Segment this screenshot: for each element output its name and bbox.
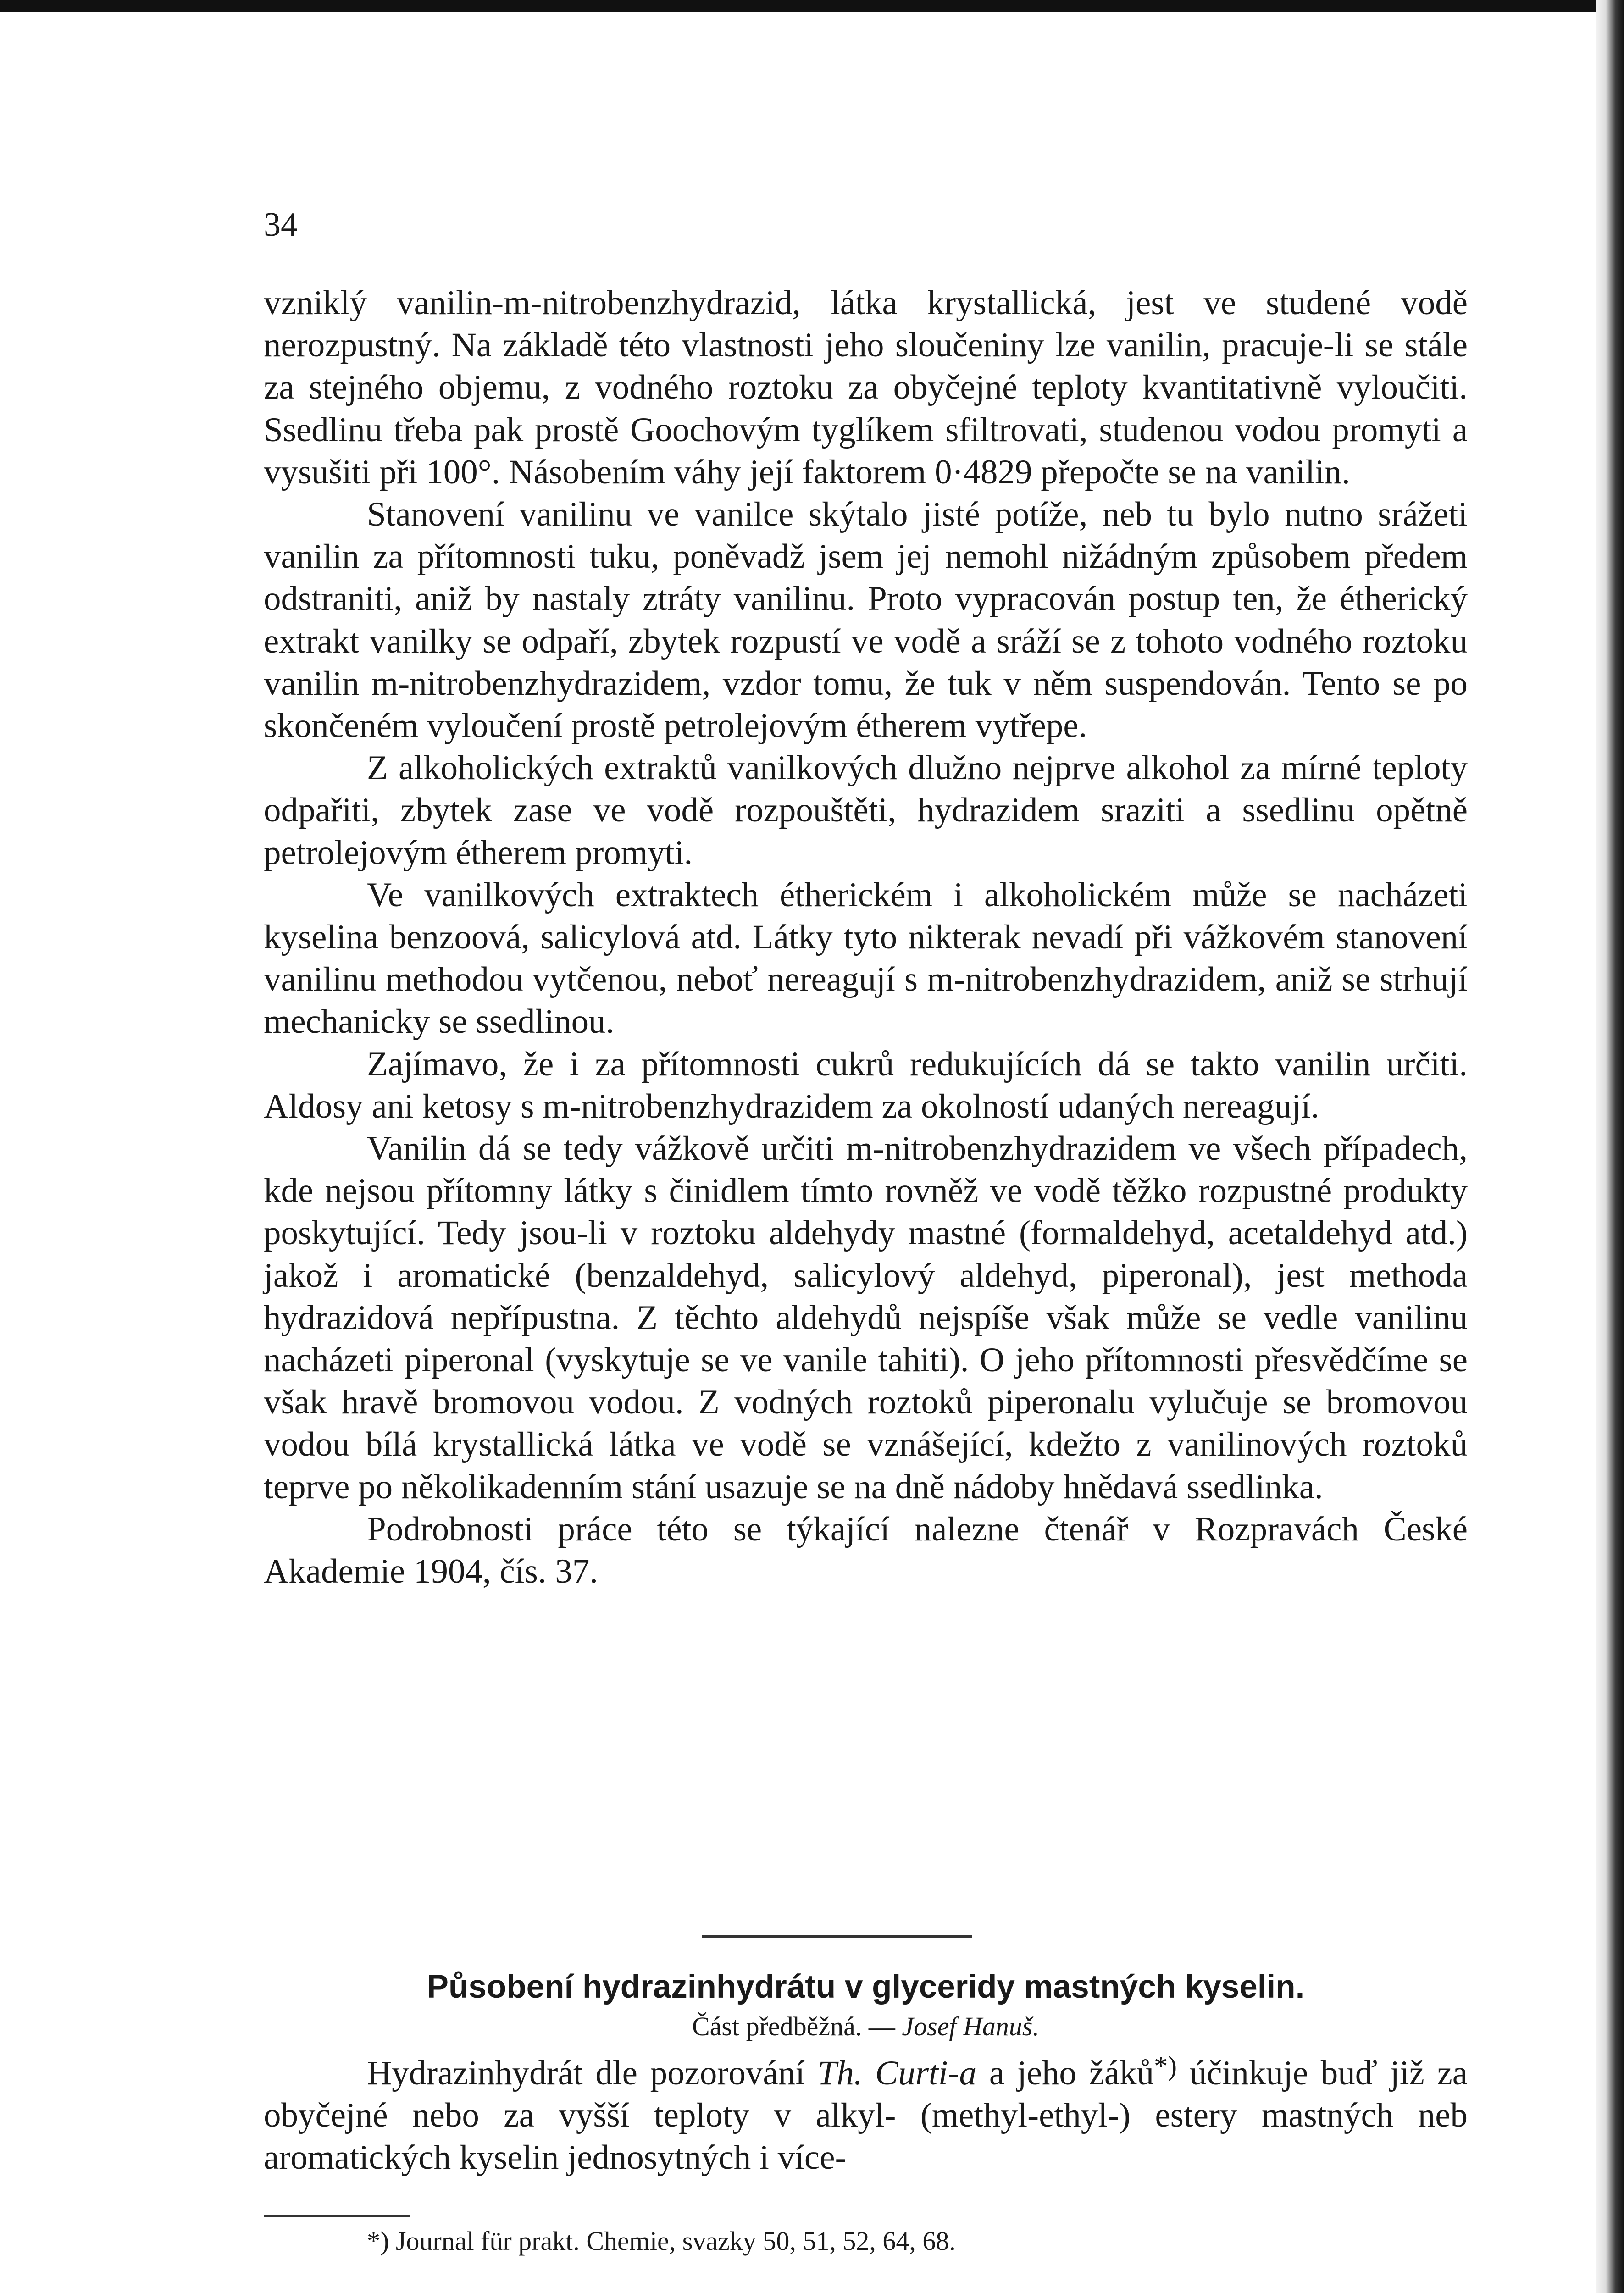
subtitle-label: Část předběžná. —	[692, 2011, 895, 2041]
footnote-rule	[264, 2215, 410, 2217]
intro-text-mid: a jeho žáků	[989, 2054, 1154, 2092]
paragraph: Ve vanilkových extraktech étherickém i alkoholickém může se nacházeti kyselina benzoová, salicylová atd. Látky tyto nikterak nevadí při vážkovém stanovení vanilinu methodou vytčenou, neboť nereagují s m-nitrobenzhydrazidem, aniž se strhují mechanicky se ssedlinou.	[264, 875, 1468, 1041]
section-intro-paragraph	[264, 2052, 1468, 2179]
paragraph: Podrobnosti práce této se týkající nalezne čtenář v Rozpravách České Akademie 1904, čís. 37.	[264, 1510, 1468, 1591]
intro-author: Th. Curti-a	[817, 2054, 977, 2092]
intro-text-after: účinkuje buď již za obyčejné nebo za vyšší teploty v alkyl- (methyl-ethyl-) estery mastných neb aromatických kyselin jednosytných i více-	[264, 2054, 1468, 2177]
page-number: 34	[264, 206, 298, 244]
footnote: *) Journal für prakt. Chemie, svazky 50, 51, 52, 64, 68.	[367, 2226, 956, 2256]
paragraph: Stanovení vanilinu ve vanilce skýtalo jisté potíže, neb tu bylo nutno srážeti vanilin za přítomnosti tuku, poněvadž jsem jej nemohl nižádným způsobem předem odstraniti, aniž by nastaly ztráty vanilinu. Proto vypracován postup ten, že étherický extrakt vanilky se odpaří, zbytek rozpustí ve vodě a sráží se z tohoto vodného roztoku vanilin m-nitrobenzhydrazidem, vzdor tomu, že tuk v něm suspendován. Tento se po skončeném vyloučení prostě petrolejovým étherem vytřepe.	[264, 495, 1468, 745]
paragraph-continued: vzniklý vanilin-m-nitrobenzhydrazid, látka krystallická, jest ve studené vodě nerozpustný. Na základě této vlastnosti jeho sloučeniny lze vanilin, pracuje-li se stále za stejného objemu, z vodného roztoku za obyčejné teploty kvantitativně vyloučiti. Ssedlinu třeba pak prostě Goochovým tyglíkem sfiltrovati, studenou vodou promyti a vysušiti při 100°. Násobením váhy její faktorem 0·4829 přepočte se na vanilin.	[264, 284, 1468, 491]
section-title: Působení hydrazinhydrátu v glyceridy mastných kyselin.	[427, 1969, 1305, 2005]
scan-edge-top	[0, 0, 1624, 12]
paragraph: Vanilin dá se tedy vážkově určiti m-nitrobenzhydrazidem ve všech případech, kde nejsou přítomny látky s činidlem tímto rovněž ve vodě těžko rozpustné produkty poskytující. Tedy jsou-li v roztoku aldehydy mastné (formaldehyd, acetaldehyd atd.) jakož i aromatické (benzaldehyd, salicylový aldehyd, piperonal), jest methoda hydrazidová nepřípustna. Z těchto aldehydů nejspíše však může se vedle vanilinu nacházeti piperonal (vyskytuje se ve vanile tahiti). O jeho přítomnosti přesvědčíme se však hravě bromovou vodou. Z vodných roztoků piperonalu vylučuje se bromovou vodou bílá krystallická látka ve vodě se vznášející, kdežto z vanilinových roztoků teprve po několikadenním stání usazuje se na dně nádoby hnědavá ssedlinka.	[264, 1130, 1468, 1506]
scan-edge-right	[1596, 0, 1624, 2293]
section-body	[264, 2052, 1468, 2179]
footnote-reference: *)	[1154, 2051, 1177, 2081]
paragraph: Z alkoholických extraktů vanilkových dlužno nejprve alkohol za mírné teploty odpařiti, zbytek zase ve vodě rozpouštěti, hydrazidem sraziti a ssedlinu opětně petrolejovým étherem promyti.	[264, 749, 1468, 872]
section-subtitle	[264, 2011, 1468, 2042]
main-text	[264, 282, 1468, 1593]
intro-text-before: Hydrazinhydrát dle pozorování	[367, 2054, 805, 2092]
paragraph: Zajímavo, že i za přítomnosti cukrů redukujících dá se takto vanilin určiti. Aldosy ani ketosy s m-nitrobenzhydrazidem za okolností udaných nereagují.	[264, 1045, 1468, 1125]
subtitle-author: Josef Hanuš.	[902, 2011, 1040, 2041]
section-divider	[702, 1935, 972, 1938]
